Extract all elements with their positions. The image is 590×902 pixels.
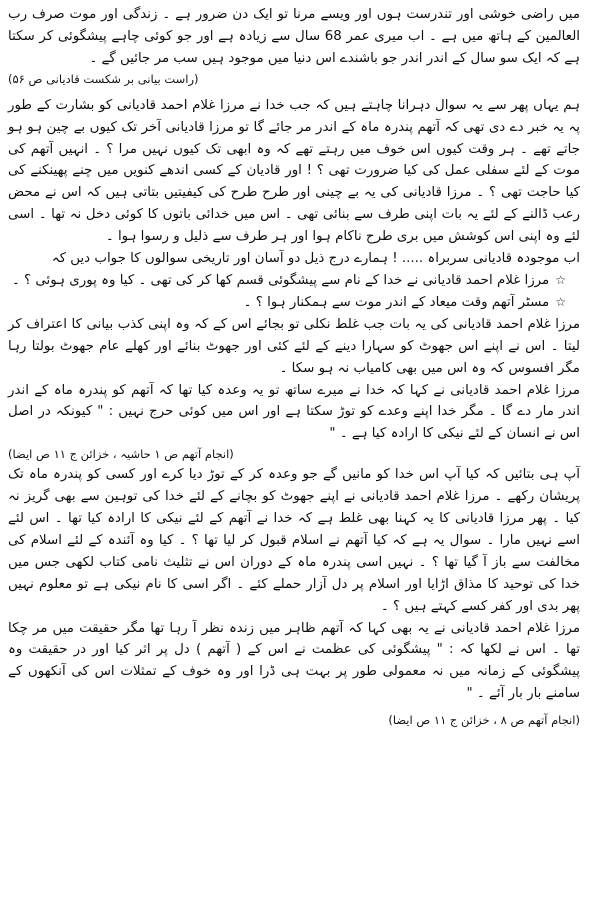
paragraph-7: مرزا غلام احمد قادیانی نے یہ بھی کہا کہ آتھم ظاہر میں زندہ نظر آ رہا تھا مگر حقیقت میں مر چکا تھا ۔ اس نے لکھا کہ : " پیشگوئی کی عظمت نے اس کے ( آتھم ) دل پر اثر کیا اور در حقیقت وہ پیشگوئی کے زمانہ میں نہ معمولی طور پر بہت ہی ڈرا اور وہ خوف کے تمثلات اس کی آنکھوں کے سامنے بار بار آئے ۔ " <box>8 620 580 702</box>
question-2 <box>8 292 580 314</box>
question-1-text: مرزا غلام احمد قادیانی نے خدا کے نام سے پیشگوئی قسم کھا کر کی تھی ۔ کیا وہ پوری ہوئی ؟ ۔ <box>11 272 550 288</box>
reference-2: (انجام آتھم ص ۱ حاشیہ ، خزائن ج ۱۱ ص ایضا) <box>8 447 234 462</box>
star-icon: ☆ <box>555 294 566 309</box>
reference-3: (انجام آتھم ص ۸ ، خزائن ج ۱۱ ص ایضا) <box>388 713 580 728</box>
reference-1: (راست بیانی بر شکست قادیانی ص ۵۶) <box>8 71 199 86</box>
paragraph-3: اب موجودہ قادیانی سربراہ ..... ! ہمارے درج ذیل دو آسان اور تاریخی سوالوں کا جواب دیں کہ <box>51 251 580 267</box>
star-icon: ☆ <box>555 272 566 287</box>
question-1 <box>8 270 580 292</box>
question-2-text: مسٹر آتھم وقت میعاد کے اندر موت سے ہمکنار ہوا ؟ ۔ <box>243 294 550 310</box>
paragraph-6: آپ ہی بتائیں کہ کیا آپ اس خدا کو مانیں گے جو وعدہ کر کے توڑ دیا کرے اور کسی کو پندرہ ماہ تک پریشان رکھے ۔ مرزا غلام احمد قادیانی نے اپنے جھوٹ کو بچانے کے لئے خدا کی توہین سے بھی گریز نہ کیا ۔ پھر مرزا قادیانی کا یہ کہنا بھی غلط ہے کہ خدا نے آتھم کے لئے نیکی کا ارادہ کیا تھا ۔ اس لئے اسے نہیں مارا ۔ سوال یہ ہے کہ کیا آتھم نے اسلام قبول کر لیا تھا ؟ ۔ کیا وہ آئندہ کے لئے اسلام کی مخالفت سے باز آ گیا تھا ؟ ۔ نہیں اسی پندرہ ماہ کے دوران اس نے تثلیث نامی کتاب لکھی جس میں خدا کی توحید کا مذاق اڑایا اور اسلام پر دل آزار حملے کئے ۔ اگر اسی کا نام نیکی ہے تو معلوم نہیں پھر بدی اور کفر کسے کہتے ہیں ؟ ۔ <box>8 467 580 614</box>
paragraph-1: میں راضی خوشی اور تندرست ہوں اور ویسے مرنا تو ایک دن ضرور ہے ۔ زندگی اور موت صرف رب العالمین کے ہاتھ میں ہے ۔ اب میری عمر 68 سال سے زیادہ ہے اور جو کوئی چاہے پیشگوئی کر سکتا ہے کہ ایک سو سال کے اندر اندر جو باشندے اس دنیا میں موجود ہیں سب مر جائیں گے ۔ <box>8 7 581 66</box>
paragraph-4: مرزا غلام احمد قادیانی کی یہ بات جب غلط نکلی تو بجائے اس کے کہ وہ اپنی کذب بیانی کا اعتراف کر لیتا ۔ اس نے اپنے اس جھوٹ کو سہارا دینے کے لئے کئی اور جھوٹ بنائے اور کھلے عام جھوٹ بولتا رہا مگر افسوس کہ وہ اس میں بھی کامیاب نہ ہو سکا ۔ <box>8 316 580 376</box>
paragraph-5: مرزا غلام احمد قادیانی نے کہا کہ خدا نے میرے ساتھ تو یہ وعدہ کیا تھا کہ آتھم کو پندرہ ماہ کے اندر اندر مار دے گا ۔ مگر خدا اپنے وعدے کو توڑ سکتا ہے اور اس میں کوئی حرج نہیں : " کیونکہ در اصل اس نے انسان کے لئے نیکی کا ارادہ کیا ہے ۔ " <box>8 382 580 442</box>
paragraph-2: ہم یہاں پھر سے یہ سوال دہرانا چاہتے ہیں کہ جب خدا نے مرزا غلام احمد قادیانی کو بشارت کے طور پہ یہ خبر دے دی تھی کہ آتھم پندرہ ماہ کے اندر مر جائے گا تو مرزا قادیانی آخر تک کیوں بے چین ہو ہو جاتے تھے ۔ ہر وقت کیوں اس خوف میں رہتے تھے کہ وہ ابھی تک کیوں نہیں مرا ؟ ۔ انہیں آتھم کی موت کے لئے سفلی عمل کی کیا ضرورت تھی ؟ ! اور قادیان کے کسی اندھے کنویں میں چنے پھینکنے کی کیا حاجت تھی ؟ ۔ مرزا قادیانی کی یہ بے چینی اور طرح طرح کی کیفیتیں بتاتی ہیں کہ اس نے محض رعب ڈالنے کے لئے یہ بات اپنی طرف سے بنائی تھی ۔ اس میں خدائی باتوں کا کوئی دخل نہ تھا ۔ اسی لئے وہ اپنی اس کوشش میں بری طرح ناکام ہوا اور ہر طرف سے ذلیل و رسوا ہوا ۔ <box>8 97 580 245</box>
